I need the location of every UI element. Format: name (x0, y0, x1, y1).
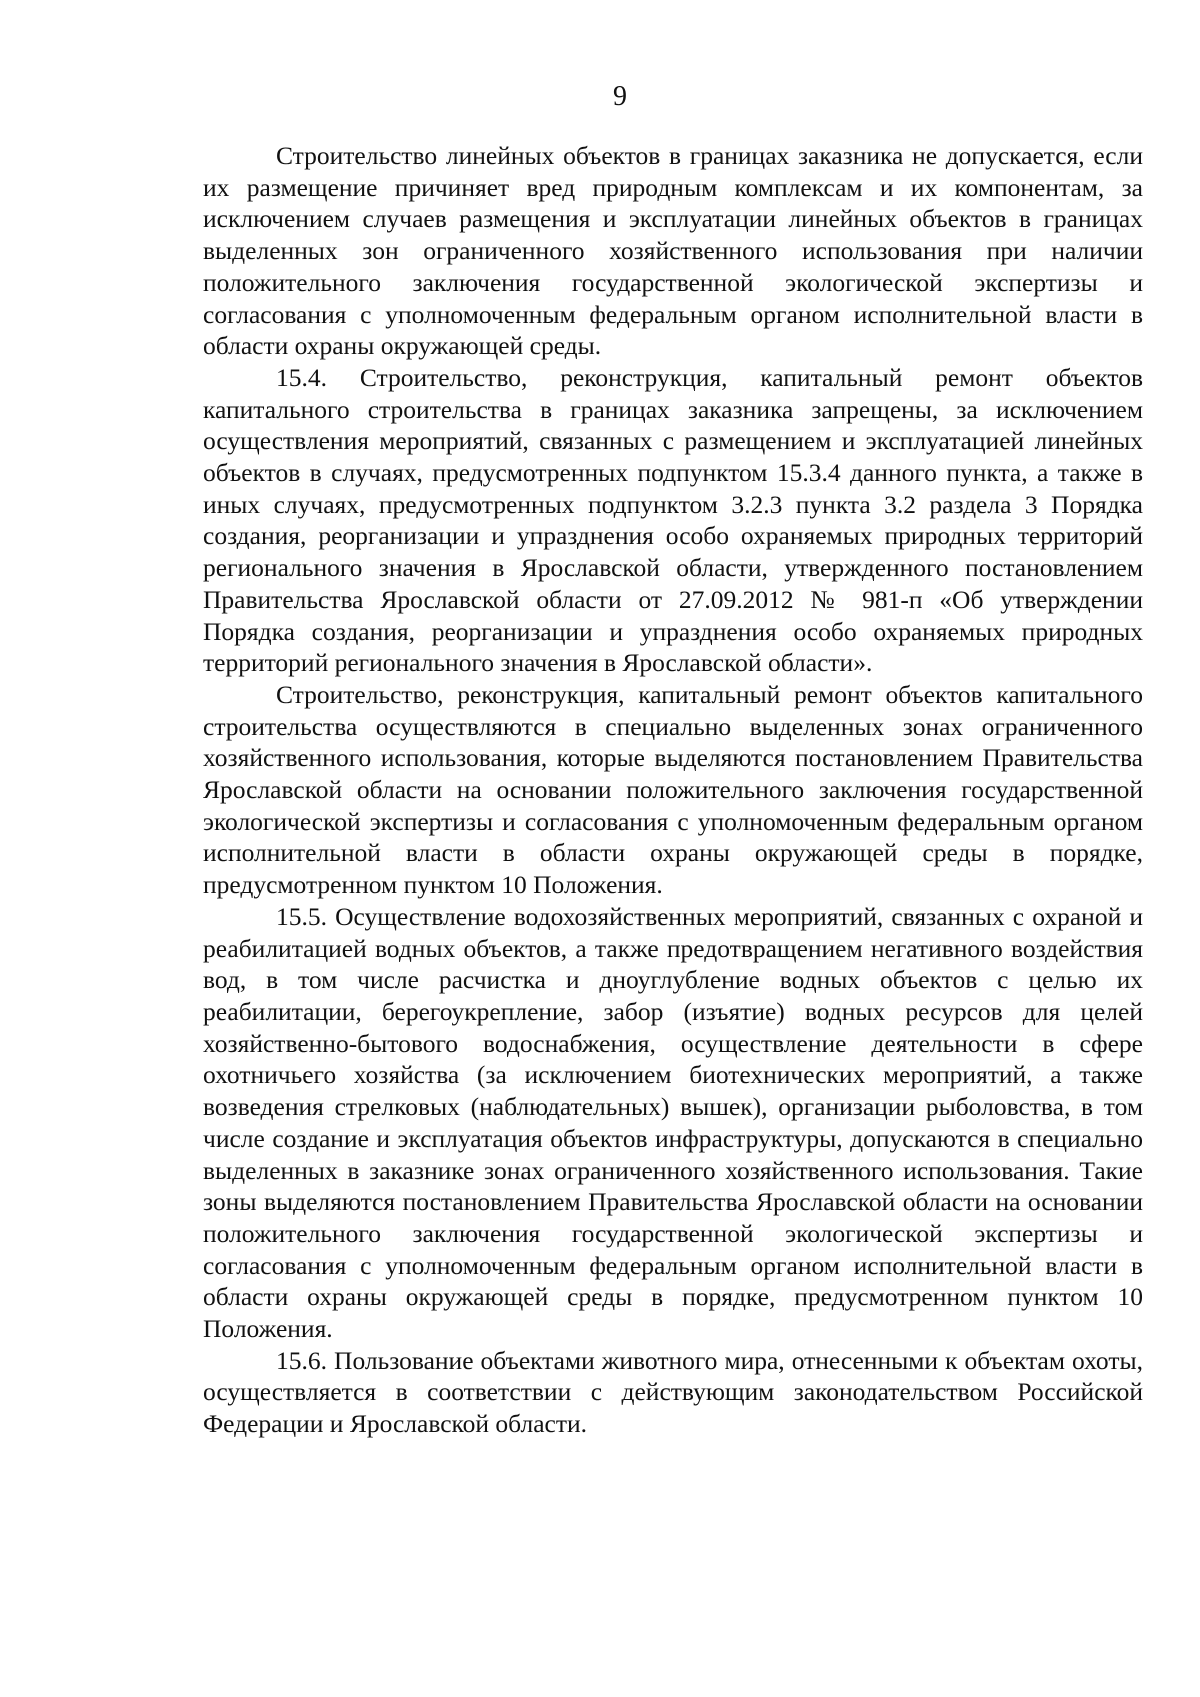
page-number: 9 (613, 81, 627, 112)
paragraph-15-6: 15.6. Пользование объектами животного мира, отнесенными к объектам охоты, осуществляется в соответствии с действующим законодательством Российской Федерации и Ярославской области. (203, 1345, 1143, 1439)
paragraph-capital-construction: Строительство, реконструкция, капитальный ремонт объектов капитального строительства осуществляются в специально выделенных зонах ограниченного хозяйственного использования, которые выделяются постановлением Правительства Ярославской области на основании положительного заключения государственной экологической экспертизы и согласования с уполномоченным федеральным органом исполнительной власти в области охраны окружающей среды в порядке, предусмотренном пунктом 10 Положения. (203, 679, 1143, 900)
paragraph-linear-objects: Строительство линейных объектов в границах заказника не допускается, если их размещение причиняет вред природным комплексам и их компонентам, за исключением случаев размещения и эксплуатации линейных объектов в границах выделенных зон ограниченного хозяйственного использования при наличии положительного заключения государственной экологической экспертизы и согласования с уполномоченным федеральным органом исполнительной власти в области охраны окружающей среды. (203, 141, 1143, 361)
document-body (203, 140, 1143, 1440)
paragraph-15-5: 15.5. Осуществление водохозяйственных мероприятий, связанных с охраной и реабилитацией водных объектов, а также предотвращением негативного воздействия вод, в том числе расчистка и дноуглубление водных объектов с целью их реабилитации, берегоукрепление, забор (изъятие) водных ресурсов для целей хозяйственно-бытового водоснабжения, осуществление деятельности в сфере охотничьего хозяйства (за исключением биотехнических мероприятий, а также возведения стрелковых (наблюдательных) вышек), организации рыболовства, в том числе создание и эксплуатация объектов инфраструктуры, допускаются в специально выделенных в заказнике зонах ограниченного хозяйственного использования. Такие зоны выделяются постановлением Правительства Ярославской области на основании положительного заключения государственной экологической экспертизы и согласования с уполномоченным федеральным органом исполнительной власти в области охраны окружающей среды в порядке, предусмотренном пунктом 10 Положения. (203, 901, 1143, 1344)
paragraph-15-4: 15.4. Строительство, реконструкция, капитальный ремонт объектов капитального строительства в границах заказника запрещены, за исключением осуществления мероприятий, связанных с размещением и эксплуатацией линейных объектов в случаях, предусмотренных подпунктом 15.3.4 данного пункта, а также в иных случаях, предусмотренных подпунктом 3.2.3 пункта 3.2 раздела 3 Порядка создания, реорганизации и упразднения особо охраняемых природных территорий регионального значения в Ярославской области, утвержденного постановлением Правительства Ярославской области от 27.09.2012 № 981-п «Об утверждении Порядка создания, реорганизации и упразднения особо охраняемых природных территорий регионального значения в Ярославской области». (203, 362, 1143, 678)
